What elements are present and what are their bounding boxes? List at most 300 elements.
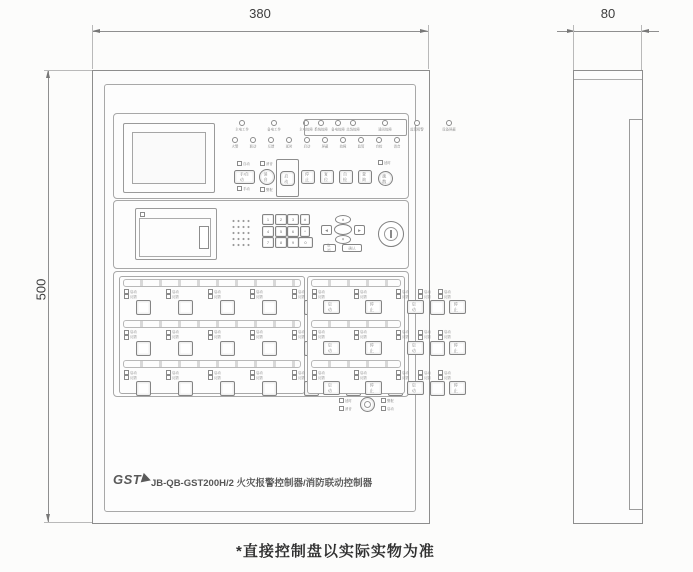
led-label: 启动 (424, 370, 431, 375)
control-button[interactable] (178, 300, 193, 315)
led-label: 消音 (345, 406, 352, 411)
led-label: 启动 (298, 329, 305, 334)
mute-button[interactable] (259, 169, 275, 185)
status-led-row2 (226, 137, 406, 152)
confirm-button[interactable] (342, 244, 362, 252)
status-led-unit (334, 137, 352, 152)
status-led (358, 137, 364, 143)
mode-button[interactable] (234, 170, 255, 184)
side-top-cap-line (574, 79, 642, 80)
led-indicator (124, 335, 164, 340)
direct-control-unit (206, 289, 248, 315)
keypad-key-label: 4 (266, 228, 270, 234)
footnote: *直接控制盘以实际实物为准 (236, 543, 435, 560)
led-label: 反馈 (298, 375, 305, 380)
led-square (396, 294, 401, 299)
keypad-key-#[interactable] (300, 214, 310, 225)
led-square (237, 161, 242, 166)
led-indicator (250, 335, 290, 340)
led-label: 反馈 (298, 334, 305, 339)
top-operating-section (113, 113, 456, 199)
led-label: 反馈 (130, 294, 137, 299)
led-indicator (250, 294, 290, 299)
nav-up-button[interactable] (335, 215, 351, 224)
led-indicator (396, 375, 436, 380)
status-led-label: 延时 (285, 144, 293, 149)
extension-line (428, 25, 429, 69)
control-button-label: 启动 (327, 342, 332, 353)
led-square (260, 187, 265, 192)
led-label: 反馈 (130, 334, 137, 339)
led-label: 启动 (360, 329, 367, 334)
led-indicator (378, 160, 418, 165)
led-indicator (354, 294, 394, 299)
led-label: 延时 (345, 398, 352, 403)
led-label: 启动 (387, 406, 394, 411)
led-square (250, 335, 255, 340)
led-indicator (354, 335, 394, 340)
led-square (354, 375, 359, 380)
direct-control-right-block (307, 276, 458, 394)
led-square (292, 375, 297, 380)
control-button[interactable] (407, 341, 424, 355)
led-label: 启动 (318, 289, 325, 294)
nav-down-button[interactable] (335, 235, 351, 244)
nav-left-button[interactable] (321, 225, 332, 235)
start-button-guard (276, 159, 299, 197)
led-label: 反馈 (402, 334, 409, 339)
side-view-cabinet (573, 70, 643, 524)
led-label: 启动 (130, 289, 137, 294)
status-led-unit (369, 120, 401, 135)
led-square (166, 294, 171, 299)
led-label: 反馈 (424, 375, 431, 380)
led-label: 反馈 (360, 294, 367, 299)
led-indicator (124, 375, 164, 380)
status-led-unit (316, 137, 334, 152)
led-label: 反馈 (130, 375, 137, 380)
nav-enter-button[interactable] (334, 224, 352, 235)
keypad-key-1[interactable] (262, 214, 274, 225)
led-label: 延时 (384, 160, 391, 165)
led-label: 警报 (387, 398, 394, 403)
arrow-left-icon: ◀ (325, 227, 328, 233)
keypad-key-0[interactable] (298, 237, 313, 248)
control-button[interactable] (449, 300, 466, 314)
led-square (250, 375, 255, 380)
printer-door[interactable] (135, 208, 217, 260)
led-indicator (312, 335, 352, 340)
led-label: 启动 (214, 329, 221, 334)
direct-control-unit (310, 330, 352, 355)
selftest-button-label: 自检 (343, 172, 347, 182)
dim-depth-label: 80 (600, 6, 616, 21)
led-indicator (438, 294, 478, 299)
led-label: 启动 (214, 370, 221, 375)
group-label-band (311, 360, 401, 368)
status-led-unit (370, 137, 388, 152)
direct-control-unit (164, 289, 206, 315)
direct-control-unit (248, 330, 290, 356)
status-led-label: 自检 (375, 144, 383, 149)
status-led (250, 137, 256, 143)
led-label: 手动 (243, 186, 250, 191)
reset-button[interactable] (320, 170, 334, 184)
evac-button[interactable] (378, 171, 393, 186)
control-button[interactable] (136, 381, 151, 396)
status-led-label: 消音 (393, 144, 401, 149)
led-label: 反馈 (214, 334, 221, 339)
led-indicator (166, 375, 206, 380)
bottom-mute-button-ring (364, 401, 371, 408)
status-led-label: 监管 (357, 144, 365, 149)
keypad-key-7[interactable] (262, 237, 274, 248)
keypad-key-*[interactable] (300, 226, 310, 237)
mode-button-label: 手/自动 (239, 172, 249, 182)
status-led-row1-boxed (304, 119, 456, 136)
led-label: 启动 (402, 370, 409, 375)
control-button-label: 停止 (369, 383, 374, 394)
status-led-unit (305, 120, 337, 135)
status-led-unit (280, 137, 298, 152)
led-square (166, 375, 171, 380)
led-indicator (312, 294, 352, 299)
control-button[interactable] (449, 341, 466, 355)
control-button[interactable] (136, 300, 151, 315)
led-indicator (208, 335, 248, 340)
dim-arrow-icon (641, 29, 649, 33)
led-label: 反馈 (444, 294, 451, 299)
led-square (208, 294, 213, 299)
model-description: 火灾报警控制器/消防联动控制器 (236, 478, 373, 489)
led-square (438, 335, 443, 340)
status-led-unit (388, 137, 406, 152)
led-label: 自动 (243, 161, 250, 166)
led-label: 启动 (444, 370, 451, 375)
status-led-unit (352, 137, 370, 152)
control-button[interactable] (365, 341, 382, 355)
led-square (354, 294, 359, 299)
stop-button-label: 停止 (305, 172, 309, 182)
led-label: 启动 (172, 289, 179, 294)
status-led-label: 反馈 (267, 144, 275, 149)
led-indicator (354, 375, 394, 380)
keypad-key-5[interactable] (275, 226, 287, 237)
led-label: 警报 (266, 187, 273, 192)
query-button[interactable] (358, 170, 372, 184)
dim-line-380 (92, 31, 428, 32)
control-button[interactable] (407, 381, 424, 395)
cancel-button[interactable] (323, 244, 336, 252)
led-square (354, 335, 359, 340)
extension-line (44, 522, 92, 523)
led-indicator (396, 294, 436, 299)
keypad-key-label: 3 (291, 217, 295, 222)
led-label: 反馈 (424, 294, 431, 299)
lcd-screen (132, 132, 206, 184)
front-view-cabinet (92, 70, 458, 524)
control-button[interactable] (136, 341, 151, 356)
status-led-unit (226, 120, 258, 135)
led-indicator (166, 294, 206, 299)
led-label: 反馈 (360, 375, 367, 380)
group-label-band (123, 320, 301, 328)
led-indicator (312, 375, 352, 380)
led-square (381, 398, 386, 403)
control-button[interactable] (220, 341, 235, 356)
dim-arrow-icon (46, 514, 50, 522)
direct-control-unit (436, 289, 478, 314)
confirm-button-label: 确认 (348, 245, 356, 251)
middle-section (113, 200, 409, 269)
direct-control-unit (310, 289, 352, 314)
direct-control-row (308, 360, 458, 399)
led-label: 启动 (298, 370, 305, 375)
direct-control-units (308, 368, 458, 395)
status-led-label: 备电故障 (331, 127, 345, 132)
printer-led (140, 212, 145, 217)
control-button[interactable] (262, 381, 277, 396)
mute-button-label: 消音 (263, 172, 268, 182)
led-square (396, 375, 401, 380)
keypad-key-label: # (303, 217, 307, 222)
group-label-band (311, 320, 401, 328)
reset-button-label: 复位 (324, 172, 328, 182)
model-number: JB-QB-GST200H/2 (151, 478, 234, 489)
keypad-key-label: 5 (279, 228, 282, 234)
led-label: 启动 (172, 370, 179, 375)
led-label: 启动 (402, 289, 409, 294)
led-square (438, 294, 443, 299)
extension-line (44, 70, 92, 71)
led-label: 启动 (214, 289, 221, 294)
status-led-label: 监管报警 (410, 127, 424, 132)
status-led-unit (244, 137, 262, 152)
led-square (396, 335, 401, 340)
led-square (438, 375, 443, 380)
keypad-key-label: 6 (291, 228, 295, 234)
lcd-bezel (123, 123, 215, 193)
status-led-label: 屏蔽 (321, 144, 329, 149)
status-led-unit (401, 120, 433, 135)
status-led (286, 137, 292, 143)
led-square (260, 161, 265, 166)
led-label: 反馈 (444, 334, 451, 339)
control-button[interactable] (220, 381, 235, 396)
control-button-label: 启动 (327, 383, 332, 394)
led-label: 启动 (130, 370, 137, 375)
led-label: 反馈 (214, 375, 221, 380)
led-indicator (381, 406, 401, 411)
direct-control-unit (436, 330, 478, 355)
led-label: 反馈 (360, 334, 367, 339)
led-square (208, 375, 213, 380)
direct-control-unit (352, 370, 394, 395)
led-square (339, 406, 344, 411)
led-square (166, 335, 171, 340)
control-button-label: 停止 (369, 342, 374, 353)
direct-control-unit (352, 289, 394, 314)
control-button[interactable] (407, 300, 424, 314)
stop-button[interactable] (301, 170, 315, 184)
keypad-key-3[interactable] (287, 214, 299, 225)
direct-control-unit (394, 370, 436, 395)
speaker-grille-icon (231, 218, 250, 247)
direct-control-unit (248, 370, 290, 396)
control-button-label: 停止 (453, 342, 458, 353)
direct-control-units (308, 287, 458, 314)
control-button[interactable] (323, 341, 340, 355)
bottom-led-group-right (379, 398, 401, 414)
control-button[interactable] (220, 300, 235, 315)
control-button-label: 停止 (453, 302, 458, 312)
direct-control-unit (122, 289, 164, 315)
led-label: 反馈 (256, 375, 263, 380)
status-led (239, 120, 245, 126)
led-indicator (381, 398, 401, 403)
direct-control-unit (394, 330, 436, 355)
control-button[interactable] (262, 341, 277, 356)
gst-logo (113, 472, 151, 487)
led-square (292, 335, 297, 340)
led-square (124, 375, 129, 380)
status-led-label: 故障 (339, 144, 347, 149)
direct-control-section (113, 271, 458, 397)
led-label: 启动 (444, 289, 451, 294)
start-button-label: 启动 (284, 173, 289, 184)
led-label: 反馈 (318, 375, 325, 380)
direct-control-unit (164, 330, 206, 356)
status-led (350, 120, 356, 126)
led-indicator (166, 335, 206, 340)
bottom-led-group-left (337, 398, 357, 414)
status-led (232, 137, 238, 143)
cancel-button-label: 取消 (327, 243, 331, 253)
nav-right-button[interactable] (354, 225, 365, 235)
keypad-key-label: 0 (304, 240, 307, 245)
led-label: 反馈 (444, 375, 451, 380)
status-led (382, 120, 388, 126)
nameplate-text (151, 475, 372, 489)
status-led-label: 设备屏蔽 (442, 127, 456, 132)
keypad-key-2[interactable] (275, 214, 287, 225)
status-led-label: 系统故障 (314, 127, 328, 132)
led-indicator (438, 375, 478, 380)
led-square (124, 294, 129, 299)
led-square (312, 294, 317, 299)
control-button[interactable] (323, 381, 340, 395)
status-led-label: 通讯故障 (378, 127, 392, 132)
control-button[interactable] (178, 341, 193, 356)
extension-line (573, 25, 574, 71)
status-led (340, 137, 346, 143)
status-indicator-area (226, 120, 456, 196)
status-led (394, 137, 400, 143)
control-button-label: 启动 (327, 302, 332, 312)
control-button[interactable] (323, 300, 340, 314)
function-button-row (226, 152, 406, 196)
start-button[interactable] (280, 171, 295, 186)
led-label: 反馈 (402, 294, 409, 299)
bottom-mute-button[interactable] (360, 397, 375, 412)
control-button-label: 启动 (411, 342, 416, 353)
arrow-up-icon: ▲ (341, 217, 345, 222)
status-led-unit (337, 120, 369, 135)
keypad-key-4[interactable] (262, 226, 274, 237)
direct-control-unit (352, 330, 394, 355)
status-led-label: 联动 (249, 144, 257, 149)
control-button-label: 停止 (369, 302, 374, 312)
control-button-label: 启动 (411, 383, 416, 394)
led-label: 启动 (256, 329, 263, 334)
status-led-unit (226, 137, 244, 152)
led-indicator (396, 335, 436, 340)
printer-latch[interactable] (199, 226, 209, 249)
group-label-band (123, 360, 301, 368)
front-door (104, 84, 458, 512)
control-button[interactable] (365, 300, 382, 314)
control-button[interactable] (178, 381, 193, 396)
keypad-key-8[interactable] (275, 237, 287, 248)
direct-control-row (308, 320, 458, 359)
side-door-edge (629, 119, 630, 510)
led-label: 反馈 (172, 375, 179, 380)
keypad-key-6[interactable] (287, 226, 299, 237)
dim-arrow-icon (46, 70, 50, 78)
led-label: 启动 (318, 370, 325, 375)
led-indicator (208, 294, 248, 299)
led-indicator (339, 406, 357, 411)
keypad-key-label: * (304, 228, 306, 234)
direct-control-unit (394, 289, 436, 314)
selftest-button[interactable] (339, 170, 353, 184)
direct-control-unit (164, 370, 206, 396)
led-square (250, 294, 255, 299)
query-button-label: 查询 (362, 172, 366, 182)
key-switch-inner (384, 227, 398, 241)
key-switch[interactable] (378, 221, 404, 247)
status-led-label: 主电故障 (299, 127, 313, 132)
led-square (378, 160, 383, 165)
led-square (208, 335, 213, 340)
keypad-key-label: 9 (291, 240, 295, 245)
keypad-key-label: 8 (279, 240, 282, 245)
arrow-down-icon: ▼ (341, 237, 345, 242)
led-label: 反馈 (424, 334, 431, 339)
status-led-label: 启动 (303, 144, 311, 149)
led-label: 反馈 (298, 294, 305, 299)
control-button[interactable] (449, 381, 466, 395)
extension-line (92, 25, 93, 69)
led-label: 启动 (424, 289, 431, 294)
direct-control-units (308, 328, 458, 355)
led-indicator (250, 375, 290, 380)
control-button-label: 停止 (453, 383, 458, 394)
status-led-label: 备电工作 (267, 127, 281, 132)
direct-control-unit (248, 289, 290, 315)
status-led-unit (258, 120, 290, 135)
led-label: 反馈 (214, 294, 221, 299)
led-label: 反馈 (172, 334, 179, 339)
control-button[interactable] (262, 300, 277, 315)
status-led (322, 137, 328, 143)
control-button[interactable] (365, 381, 382, 395)
led-indicator (208, 375, 248, 380)
group-label-band (123, 279, 301, 287)
led-label: 启动 (424, 329, 431, 334)
numeric-keypad (262, 214, 312, 248)
led-indicator (339, 398, 357, 403)
